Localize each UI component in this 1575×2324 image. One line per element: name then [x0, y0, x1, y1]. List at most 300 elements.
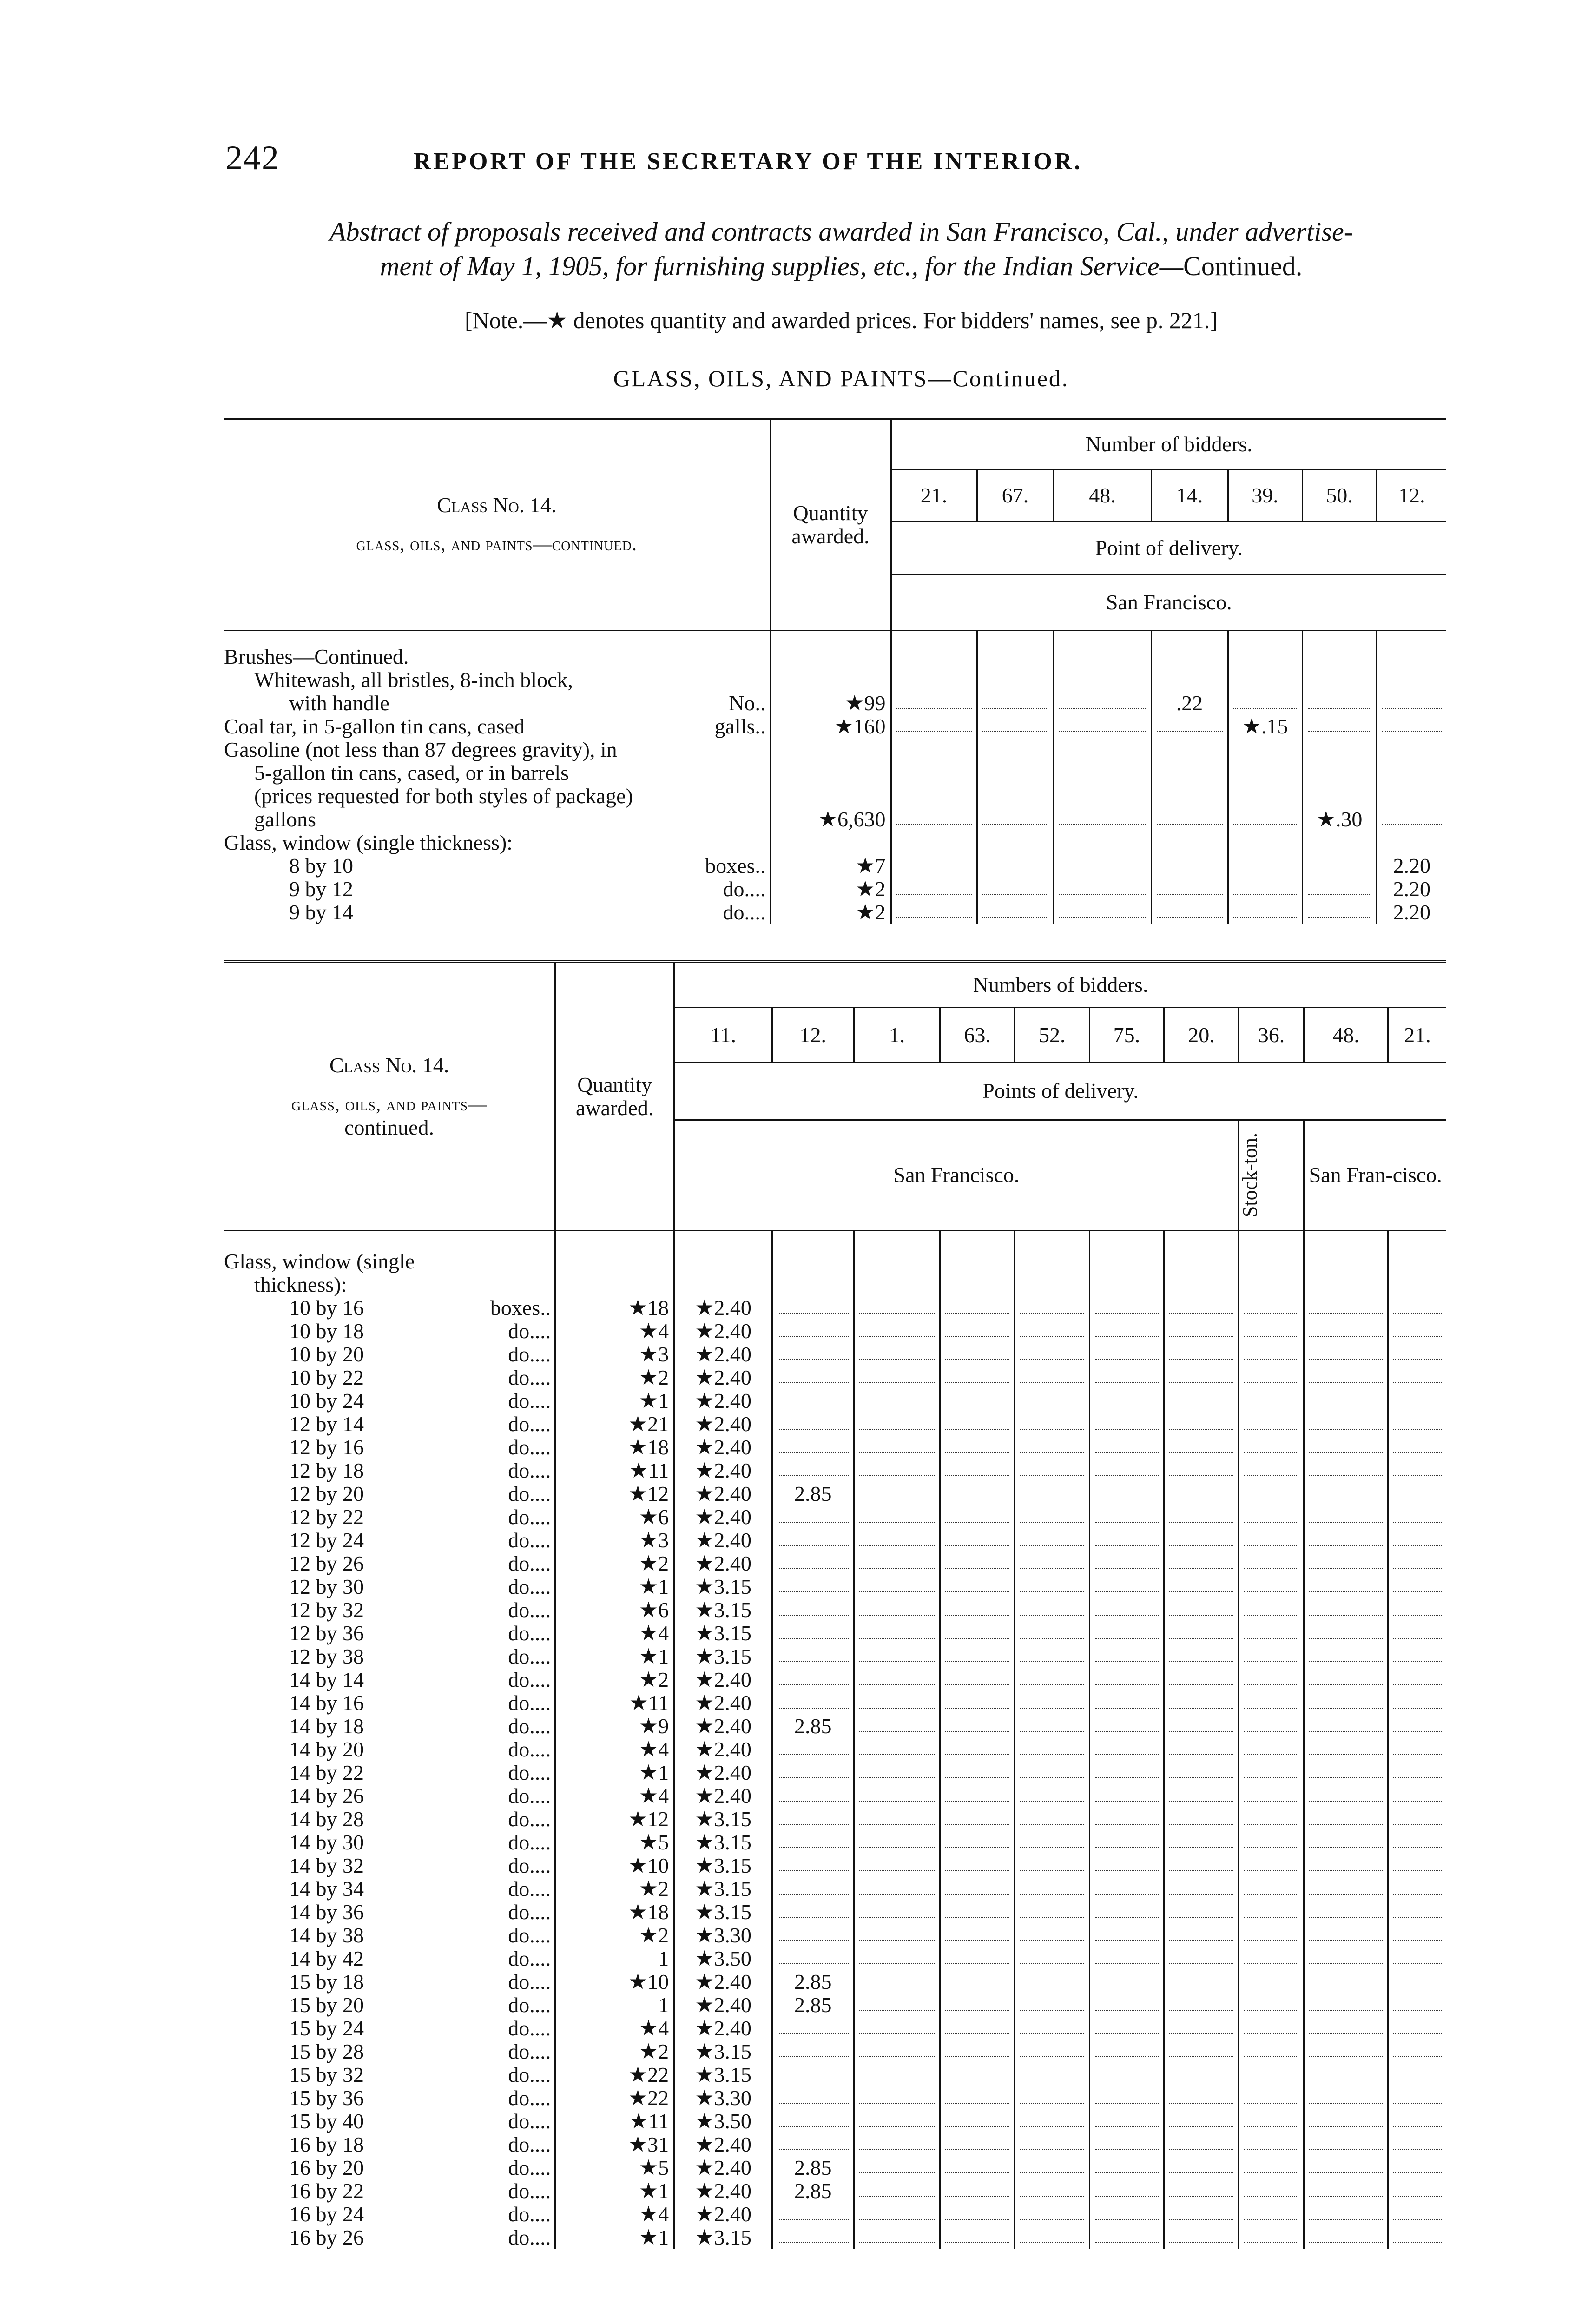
dot-leader — [1244, 2093, 1299, 2104]
description-text: Whitewash, all bristles, 8-inch block, — [254, 668, 573, 692]
dot-leader — [778, 1883, 849, 1895]
row-description — [224, 1575, 555, 1598]
dot-leader — [1095, 1883, 1159, 1895]
table-2-row — [224, 1668, 1446, 1691]
dot-leader — [859, 2209, 935, 2220]
price-cell — [1015, 1761, 1089, 1784]
price-cell — [1015, 1231, 1089, 1274]
price-cell-bidder-11: ★2.40 — [674, 2203, 772, 2226]
table-2-row — [224, 1296, 1446, 1320]
price-cell — [1239, 2110, 1304, 2133]
dot-leader — [1169, 2209, 1233, 2220]
price-cell — [977, 785, 1054, 808]
price-cell — [1239, 1273, 1304, 1296]
price-cell — [1302, 631, 1377, 669]
dot-leader — [1244, 1442, 1299, 1453]
price-cell — [854, 1552, 940, 1575]
price-cell — [1239, 1389, 1304, 1413]
dot-leader — [1157, 884, 1223, 895]
price-cell-bidder-11: ★2.40 — [674, 1970, 772, 1994]
page-number: 242 — [225, 139, 280, 177]
price-cell — [977, 831, 1054, 854]
quantity-cell: ★5 — [555, 2156, 674, 2179]
row-description — [224, 1808, 555, 1831]
dot-leader — [859, 1535, 935, 1546]
dot-leader — [778, 2093, 849, 2104]
price-cell — [1239, 1366, 1304, 1389]
table-1-class-header — [224, 419, 770, 631]
price-cell-bidder-11: ★2.40 — [674, 1413, 772, 1436]
table-2-bidder-8: 36. — [1239, 1008, 1304, 1063]
price-cell — [1388, 1994, 1446, 2017]
price-cell — [1089, 1622, 1164, 1645]
dot-leader — [859, 1512, 935, 1523]
price-cell — [854, 1296, 940, 1320]
dot-leader — [1244, 1326, 1299, 1337]
price-cell — [1228, 631, 1302, 669]
dot-leader — [1169, 2162, 1233, 2173]
price-cell — [891, 878, 977, 901]
price-cell — [1228, 854, 1302, 878]
dot-leader — [778, 2069, 849, 2080]
dot-leader — [945, 1907, 1009, 1918]
row-description — [224, 1389, 555, 1413]
dot-leader — [945, 1744, 1009, 1755]
price-cell — [1015, 1784, 1089, 1808]
dot-leader — [859, 2046, 935, 2057]
dot-leader — [859, 2069, 935, 2080]
price-value: 2.85 — [794, 2156, 832, 2179]
price-cell — [1388, 1784, 1446, 1808]
row-description — [224, 808, 770, 831]
price-value: .22 — [1176, 691, 1203, 715]
price-cell-bidder-12 — [772, 2086, 854, 2110]
dot-leader — [1308, 860, 1371, 872]
quantity-cell: ★9 — [555, 1715, 674, 1738]
row-description — [224, 831, 770, 854]
quantity-cell: ★11 — [555, 2110, 674, 2133]
dot-leader — [1309, 2232, 1383, 2243]
price-cell — [1054, 668, 1151, 692]
price-cell — [1377, 854, 1446, 878]
dot-leader — [1393, 2000, 1442, 2011]
dot-leader — [859, 1581, 935, 1592]
price-cell — [854, 1668, 940, 1691]
table-2-row — [224, 1970, 1446, 1994]
table-1-bidder-6: 50. — [1302, 469, 1377, 522]
price-cell — [1015, 1645, 1089, 1668]
dot-leader — [1169, 1512, 1233, 1523]
price-cell-bidder-12 — [772, 1761, 854, 1784]
dot-leader — [1059, 860, 1146, 872]
size-text: 12 by 30 — [289, 1575, 364, 1598]
row-description — [224, 1645, 555, 1668]
price-cell-bidder-12 — [772, 1668, 854, 1691]
dot-leader — [1393, 1512, 1442, 1523]
dot-leader — [859, 1953, 935, 1964]
price-cell — [1388, 1231, 1446, 1274]
price-cell-bidder-12 — [772, 1947, 854, 1970]
price-cell — [1164, 1994, 1239, 2017]
price-cell — [1239, 1343, 1304, 1366]
unit-text: boxes.. — [705, 854, 766, 878]
table-2-delivery-header: Points of delivery. — [674, 1063, 1446, 1120]
dot-leader — [778, 1349, 849, 1360]
dot-leader — [1244, 1302, 1299, 1314]
price-cell-bidder-11: ★3.15 — [674, 1877, 772, 1901]
dot-leader — [1169, 1674, 1233, 1685]
dot-leader — [1095, 1419, 1159, 1430]
dot-leader — [1020, 1442, 1084, 1453]
dot-leader — [859, 2162, 935, 2173]
dot-leader — [859, 1395, 935, 1406]
price-cell — [1388, 1808, 1446, 1831]
row-description — [224, 1366, 555, 1389]
price-cell — [1239, 2086, 1304, 2110]
price-cell — [1304, 2063, 1388, 2086]
dot-leader — [1020, 1930, 1084, 1941]
price-cell — [1164, 1877, 1239, 1901]
dot-leader — [1244, 2232, 1299, 2243]
price-cell — [1304, 1854, 1388, 1877]
price-cell — [1089, 1668, 1164, 1691]
table-2-bidder-3: 1. — [854, 1008, 940, 1063]
price-cell — [1304, 1947, 1388, 1970]
price-cell-bidder-12 — [772, 1715, 854, 1738]
table-1-row — [224, 738, 1446, 761]
price-cell — [1164, 1436, 1239, 1459]
price-cell — [891, 808, 977, 831]
size-text: 10 by 18 — [289, 1319, 364, 1343]
dot-leader — [1020, 1535, 1084, 1546]
size-text: 15 by 24 — [289, 2016, 364, 2040]
price-cell — [1015, 1389, 1089, 1413]
price-cell — [1151, 668, 1228, 692]
dot-leader — [1020, 1976, 1084, 1987]
price-cell — [1388, 2203, 1446, 2226]
price-value: 2.85 — [794, 1714, 832, 1738]
dot-leader — [1244, 1419, 1299, 1430]
price-cell — [1015, 1529, 1089, 1552]
size-text: 12 by 20 — [289, 1482, 364, 1505]
dot-leader — [859, 1674, 935, 1685]
table-2-bidders-header: Numbers of bidders. — [674, 961, 1446, 1008]
row-description — [224, 1831, 555, 1854]
price-cell — [854, 1389, 940, 1413]
price-cell — [1164, 2156, 1239, 2179]
price-cell — [1089, 1808, 1164, 1831]
price-cell — [1015, 2226, 1089, 2249]
price-cell — [940, 1505, 1015, 1529]
dot-leader — [859, 1790, 935, 1802]
price-cell — [1089, 1924, 1164, 1947]
price-cell — [1089, 1296, 1164, 1320]
abstract-heading — [218, 215, 1464, 284]
dot-leader — [945, 1628, 1009, 1639]
price-cell — [940, 1738, 1015, 1761]
price-cell — [1164, 1715, 1239, 1738]
price-cell — [854, 1505, 940, 1529]
dot-leader — [1309, 1744, 1383, 1755]
quantity-cell: ★18 — [555, 1901, 674, 1924]
dot-leader — [1095, 2093, 1159, 2104]
price-cell — [1164, 1413, 1239, 1436]
unit-text: do.... — [508, 1621, 551, 1645]
description-text: Brushes—Continued. — [224, 645, 409, 668]
dot-leader — [1244, 2139, 1299, 2150]
price-cell — [940, 1343, 1015, 1366]
dot-leader — [1095, 1837, 1159, 1848]
price-cell — [977, 761, 1054, 785]
price-cell — [854, 1459, 940, 1482]
table-2-row — [224, 1436, 1446, 1459]
quantity-cell: ★3 — [555, 1343, 674, 1366]
table-2-bidder-10: 21. — [1404, 1023, 1431, 1047]
unit-text: do.... — [508, 1575, 551, 1598]
dot-leader — [1020, 1558, 1084, 1569]
price-cell — [1304, 1529, 1388, 1552]
unit-text: do.... — [508, 1366, 551, 1389]
dot-leader — [1244, 1674, 1299, 1685]
price-cell — [772, 1231, 854, 1274]
price-cell — [940, 1231, 1015, 1274]
price-cell — [1304, 2226, 1388, 2249]
price-cell-bidder-12 — [772, 1575, 854, 1598]
dot-leader — [1393, 1628, 1442, 1639]
table-2-row — [224, 1691, 1446, 1715]
dot-leader — [1382, 698, 1442, 709]
description-text: Gasoline (not less than 87 degrees gravity), in — [224, 738, 617, 761]
dot-leader — [1309, 1326, 1383, 1337]
dot-leader — [1169, 1581, 1233, 1592]
description-text: 5-gallon tin cans, cased, or in barrels — [254, 761, 569, 785]
dot-leader — [1309, 1721, 1383, 1732]
quantity-cell: 1 — [555, 1994, 674, 2017]
price-cell — [891, 901, 977, 924]
dot-leader — [1393, 1790, 1442, 1802]
dot-leader — [778, 1930, 849, 1941]
price-cell — [1151, 692, 1228, 715]
dot-leader — [1095, 1628, 1159, 1639]
size-text: 12 by 18 — [289, 1459, 364, 1482]
table-1-row — [224, 692, 1446, 715]
dot-leader — [1244, 1512, 1299, 1523]
price-cell — [1239, 1436, 1304, 1459]
price-cell — [891, 785, 977, 808]
dot-leader — [945, 2209, 1009, 2220]
table-2-row — [224, 1994, 1446, 2017]
price-cell — [1089, 1761, 1164, 1784]
price-cell — [1164, 1947, 1239, 1970]
price-cell — [1304, 1366, 1388, 1389]
table-2-intro-row — [224, 1231, 1446, 1274]
dot-leader — [1309, 1558, 1383, 1569]
row-description: thickness): — [224, 1273, 555, 1296]
price-cell — [1388, 1296, 1446, 1320]
price-cell — [1388, 1645, 1446, 1668]
dot-leader — [1244, 1349, 1299, 1360]
price-value: ★.15 — [1242, 714, 1288, 738]
dot-leader — [945, 1674, 1009, 1685]
price-cell — [1015, 1273, 1089, 1296]
dot-leader — [778, 1767, 849, 1778]
price-cell — [1015, 1691, 1089, 1715]
price-cell — [1388, 1668, 1446, 1691]
dot-leader — [859, 1349, 935, 1360]
table-2-row — [224, 2017, 1446, 2040]
table-1-bidder-7: 12. — [1398, 483, 1425, 507]
dot-leader — [1309, 1604, 1383, 1616]
size-text: 15 by 18 — [289, 1970, 364, 1994]
dot-leader — [1244, 1860, 1299, 1871]
price-cell-bidder-12 — [772, 1320, 854, 1343]
dot-leader — [1382, 814, 1442, 825]
quantity-cell: ★4 — [555, 1320, 674, 1343]
dot-leader — [859, 1814, 935, 1825]
quantity-cell: ★31 — [555, 2133, 674, 2156]
dot-leader — [945, 1790, 1009, 1802]
price-cell-bidder-11: ★2.40 — [674, 1738, 772, 1761]
price-value: 2.85 — [794, 2179, 832, 2203]
price-cell — [1304, 1343, 1388, 1366]
price-cell — [1304, 1459, 1388, 1482]
price-cell — [1228, 761, 1302, 785]
dot-leader — [945, 1558, 1009, 1569]
dot-leader — [945, 1953, 1009, 1964]
table-2-row — [224, 1459, 1446, 1482]
price-cell — [940, 1482, 1015, 1505]
price-cell — [940, 1459, 1015, 1482]
price-cell — [1089, 1366, 1164, 1389]
price-cell-bidder-12 — [772, 2133, 854, 2156]
dot-leader — [1095, 1651, 1159, 1662]
price-value: 2.85 — [794, 1993, 832, 2017]
dot-leader — [1393, 2069, 1442, 2080]
dot-leader — [1169, 2023, 1233, 2034]
price-cell — [1015, 1505, 1089, 1529]
table-1-row — [224, 785, 1446, 808]
price-cell-bidder-12 — [772, 1970, 854, 1994]
dot-leader — [1095, 1349, 1159, 1360]
price-cell — [1151, 878, 1228, 901]
row-description — [224, 1320, 555, 1343]
table-2-bidder-4: 63. — [940, 1008, 1015, 1063]
dot-leader — [1020, 1860, 1084, 1871]
price-cell-bidder-11: ★3.15 — [674, 1645, 772, 1668]
price-cell — [1015, 2156, 1089, 2179]
abstract-line-2-italic: ment of May 1, 1905, for furnishing supplies, etc., for the Indian Service— — [380, 251, 1184, 281]
price-cell — [1164, 1320, 1239, 1343]
table-2-row — [224, 1389, 1446, 1413]
price-cell — [1015, 2063, 1089, 2086]
dot-leader — [1095, 1512, 1159, 1523]
price-cell — [1089, 2226, 1164, 2249]
price-cell — [1228, 785, 1302, 808]
unit-text: do.... — [508, 1854, 551, 1877]
row-description — [224, 785, 770, 808]
dot-leader — [1393, 1837, 1442, 1848]
price-cell-bidder-11: ★2.40 — [674, 1320, 772, 1343]
quantity-cell: ★12 — [555, 1482, 674, 1505]
dot-leader — [945, 1465, 1009, 1476]
price-value: 2.20 — [1393, 877, 1430, 901]
dot-leader — [945, 2093, 1009, 2104]
price-cell — [1239, 1598, 1304, 1622]
dot-leader — [1095, 1721, 1159, 1732]
dot-leader — [945, 2046, 1009, 2057]
dot-leader — [1309, 1790, 1383, 1802]
price-cell — [1015, 1831, 1089, 1854]
price-cell — [1388, 1738, 1446, 1761]
price-cell — [854, 1831, 940, 1854]
dot-leader — [1020, 2046, 1084, 2057]
table-2-row — [224, 1529, 1446, 1552]
price-cell — [1304, 1575, 1388, 1598]
quantity-cell: ★1 — [555, 1761, 674, 1784]
size-text: 15 by 36 — [289, 2086, 364, 2110]
quantity-cell: ★7 — [770, 854, 891, 878]
dot-leader — [1309, 1349, 1383, 1360]
unit-text: do.... — [508, 1970, 551, 1994]
price-cell — [1239, 1320, 1304, 1343]
price-cell — [854, 1901, 940, 1924]
table-2-row — [224, 1645, 1446, 1668]
row-description — [224, 854, 770, 878]
dot-leader — [778, 1302, 849, 1314]
dot-leader — [1095, 2023, 1159, 2034]
table-1-row — [224, 668, 1446, 692]
price-cell — [1164, 1854, 1239, 1877]
price-cell — [1015, 1320, 1089, 1343]
dot-leader — [945, 2000, 1009, 2011]
row-description — [224, 2156, 555, 2179]
price-cell — [940, 1389, 1015, 1413]
dot-leader — [778, 1814, 849, 1825]
row-description — [224, 1505, 555, 1529]
price-cell — [1015, 1598, 1089, 1622]
price-cell — [854, 2040, 940, 2063]
price-cell-bidder-11: ★3.15 — [674, 1854, 772, 1877]
dot-leader — [859, 1883, 935, 1895]
dot-leader — [1095, 1488, 1159, 1499]
dot-leader — [945, 2185, 1009, 2197]
price-cell — [1228, 808, 1302, 831]
unit-text: do.... — [508, 1459, 551, 1482]
price-cell — [1089, 2156, 1164, 2179]
quantity-cell: ★2 — [770, 878, 891, 901]
dot-leader — [1393, 1302, 1442, 1314]
table-2-row — [224, 1413, 1446, 1436]
unit-text: do.... — [508, 1691, 551, 1715]
dot-leader — [778, 1372, 849, 1383]
price-cell — [1164, 2063, 1239, 2086]
row-description — [224, 1413, 555, 1436]
price-cell — [1239, 1482, 1304, 1505]
price-cell — [1089, 1598, 1164, 1622]
price-cell — [940, 1668, 1015, 1691]
table-1-row — [224, 901, 1446, 924]
price-cell — [1388, 1691, 1446, 1715]
price-cell — [940, 1994, 1015, 2017]
quantity-cell — [770, 831, 891, 854]
price-cell — [940, 1831, 1015, 1854]
table-2-row — [224, 1343, 1446, 1366]
unit-text: do.... — [508, 2225, 551, 2249]
price-cell — [1089, 1715, 1164, 1738]
unit-text: do.... — [508, 2109, 551, 2133]
dot-leader — [1393, 1581, 1442, 1592]
price-cell-bidder-12 — [772, 1413, 854, 1436]
